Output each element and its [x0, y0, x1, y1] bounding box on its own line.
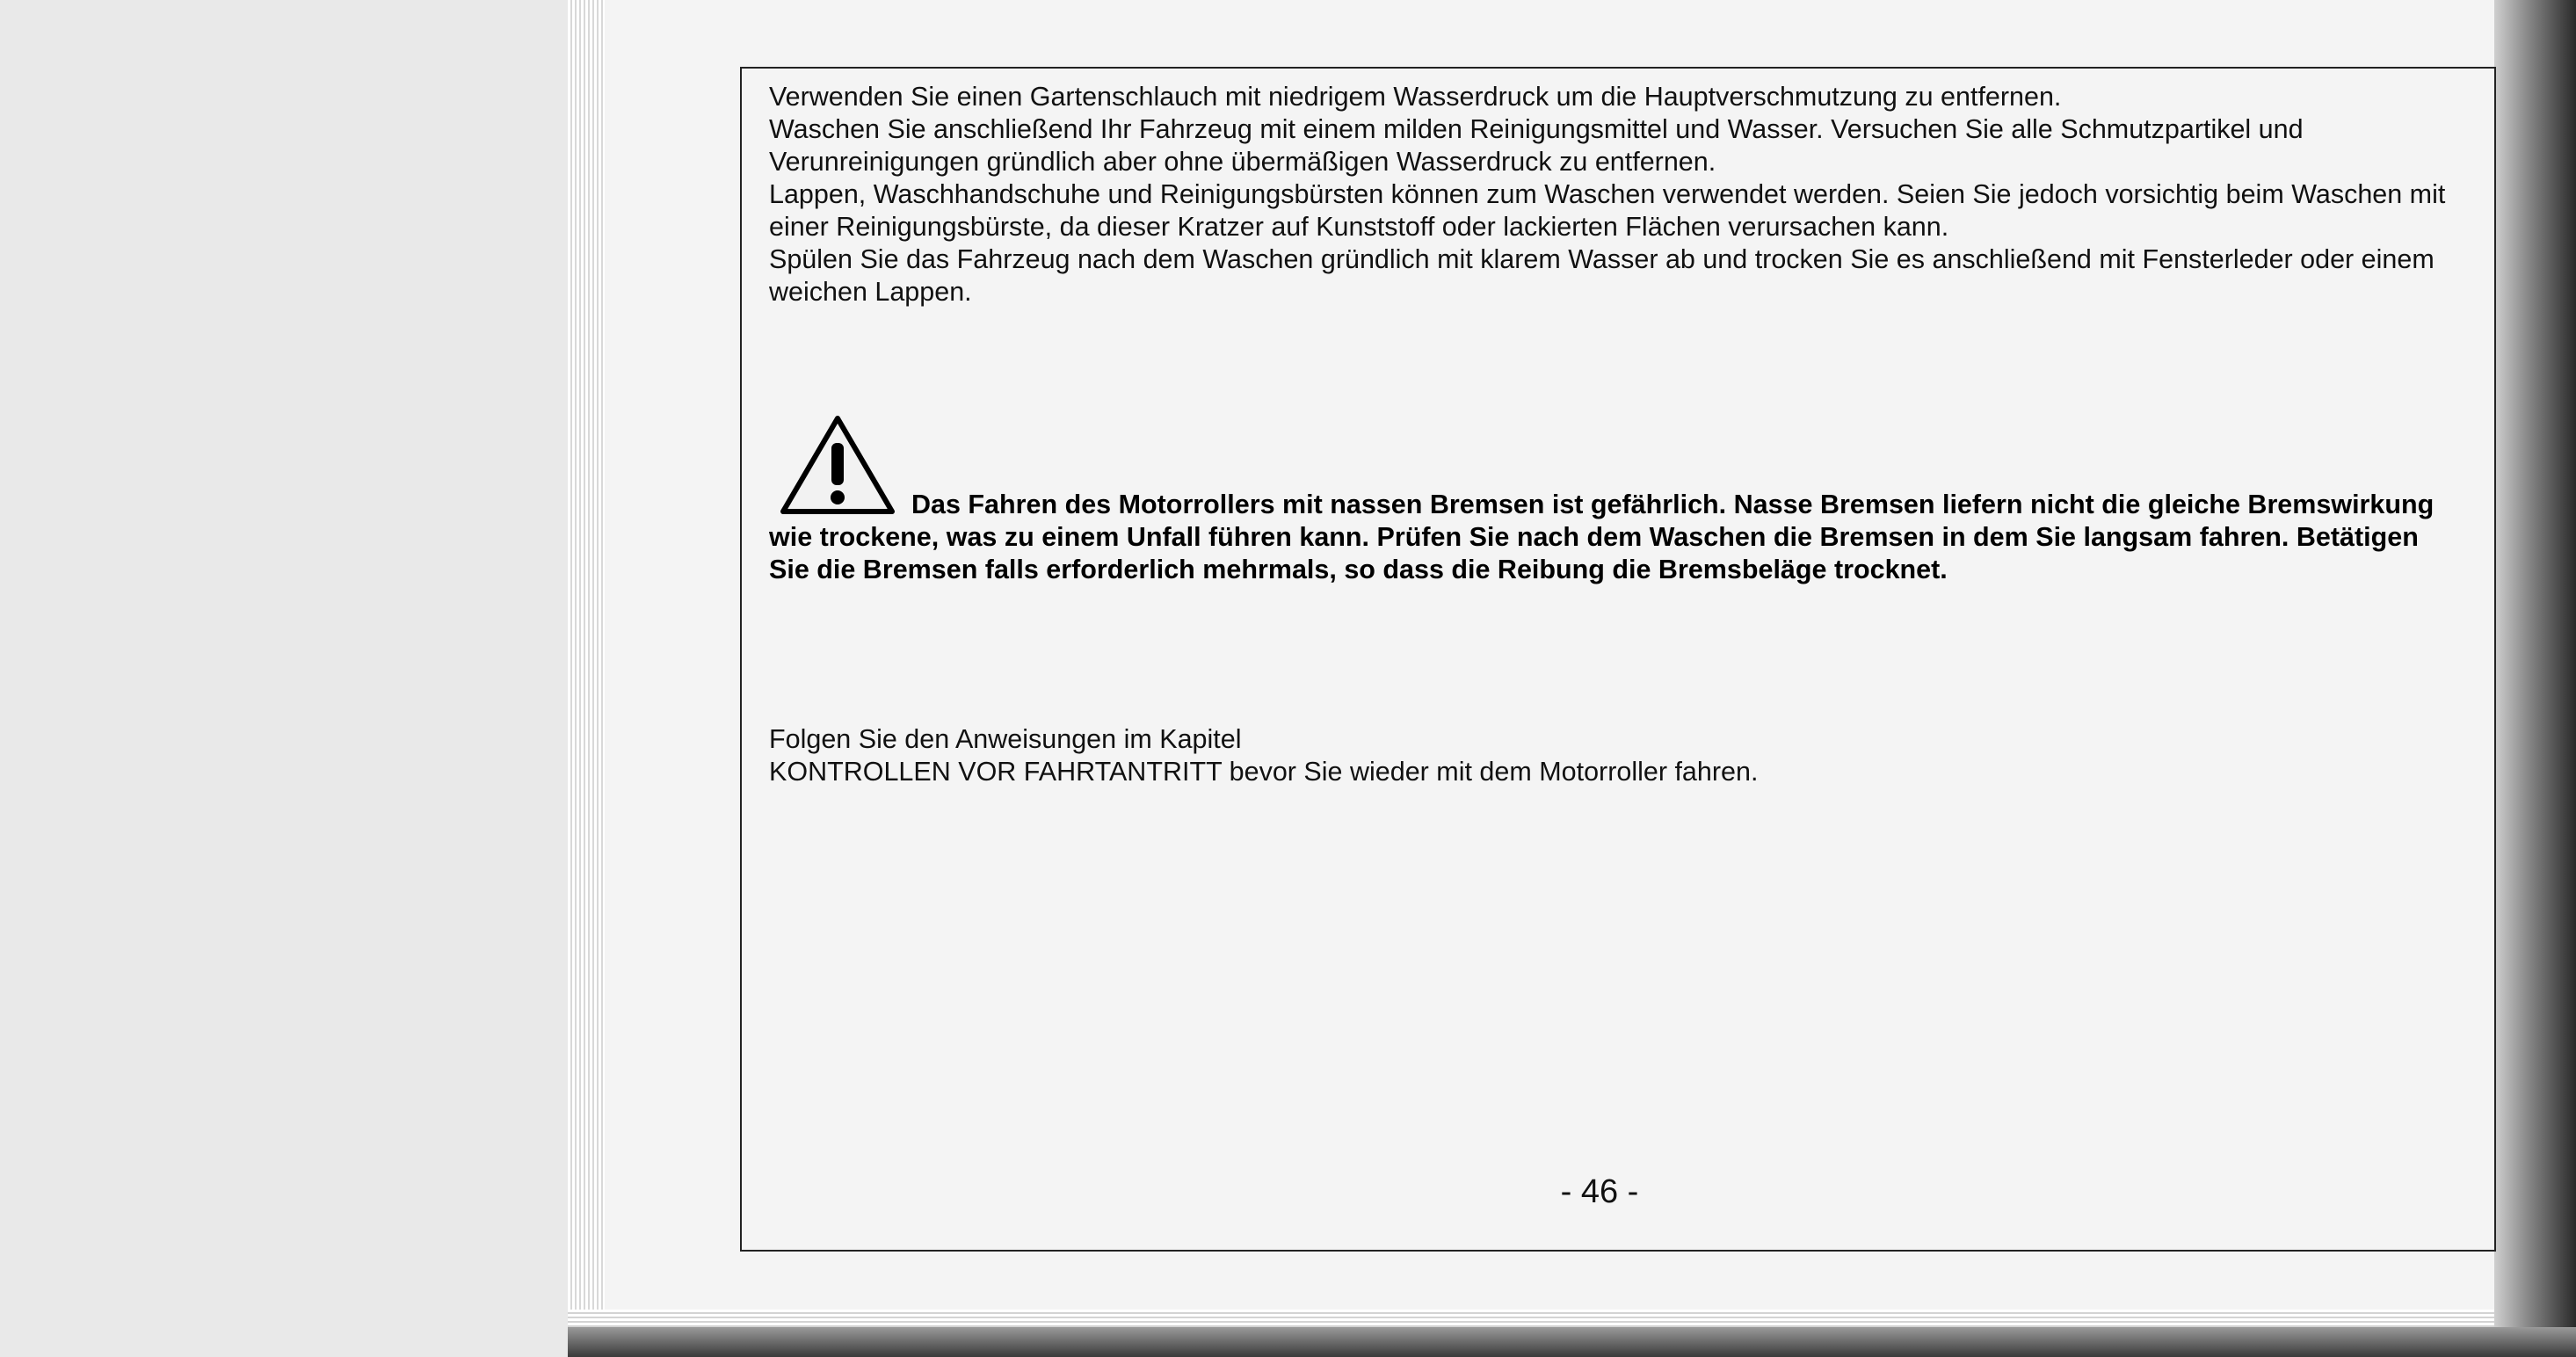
binding-shadow-right [2494, 0, 2576, 1357]
follow-up-line-1: Folgen Sie den Anweisungen im Kapitel [769, 724, 1242, 754]
page-edges-left [568, 0, 605, 1327]
paragraph-tools: Lappen, Waschhandschuhe und Reinigungsbürsten können zum Waschen verwendet werden. Seien Sie jedoch vorsichtig beim Waschen mit einer Reinigungsbürste, da dieser Kratzer auf Kunststoff oder lackierten Flächen verursachen kann. [769, 179, 2446, 242]
page-number: - 46 - [1560, 1173, 1639, 1210]
warning-text: Das Fahren des Motorrollers mit nassen Bremsen ist gefährlich. Nasse Bremsen liefern nicht die gleiche Bremswirkung wie trockene, was zu einem Unfall führen kann. Prüfen Sie nach dem Waschen die Bremsen in dem Sie langsam fahren. Betätigen Sie die Bremsen falls erforderlich mehrmals, so dass die Reibung die Bremsbeläge trocknet. [769, 490, 2435, 584]
paragraph-hose: Verwenden Sie einen Gartenschlauch mit niedrigem Wasserdruck um die Hauptverschmutzung zu entfernen. [769, 82, 2062, 112]
paragraph-rinse: Spülen Sie das Fahrzeug nach dem Waschen gründlich mit klarem Wasser ab und trocken Sie es anschließend mit Fensterleder oder einem weichen Lappen. [769, 244, 2435, 307]
washing-instructions [769, 81, 2456, 308]
binding-shadow-bottom [568, 1327, 2576, 1357]
follow-up-note [769, 723, 2456, 788]
page-edges-bottom [568, 1310, 2501, 1327]
follow-up-line-2: KONTROLLEN VOR FAHRTANTRITT bevor Sie wieder mit dem Motorroller fahren. [769, 757, 1759, 787]
paragraph-detergent: Waschen Sie anschließend Ihr Fahrzeug mit einem milden Reinigungsmittel und Wasser. Versuchen Sie alle Schmutzpartikel und Verunreinigungen gründlich aber ohne übermäßigen Wasserdruck zu entfernen. [769, 114, 2304, 177]
